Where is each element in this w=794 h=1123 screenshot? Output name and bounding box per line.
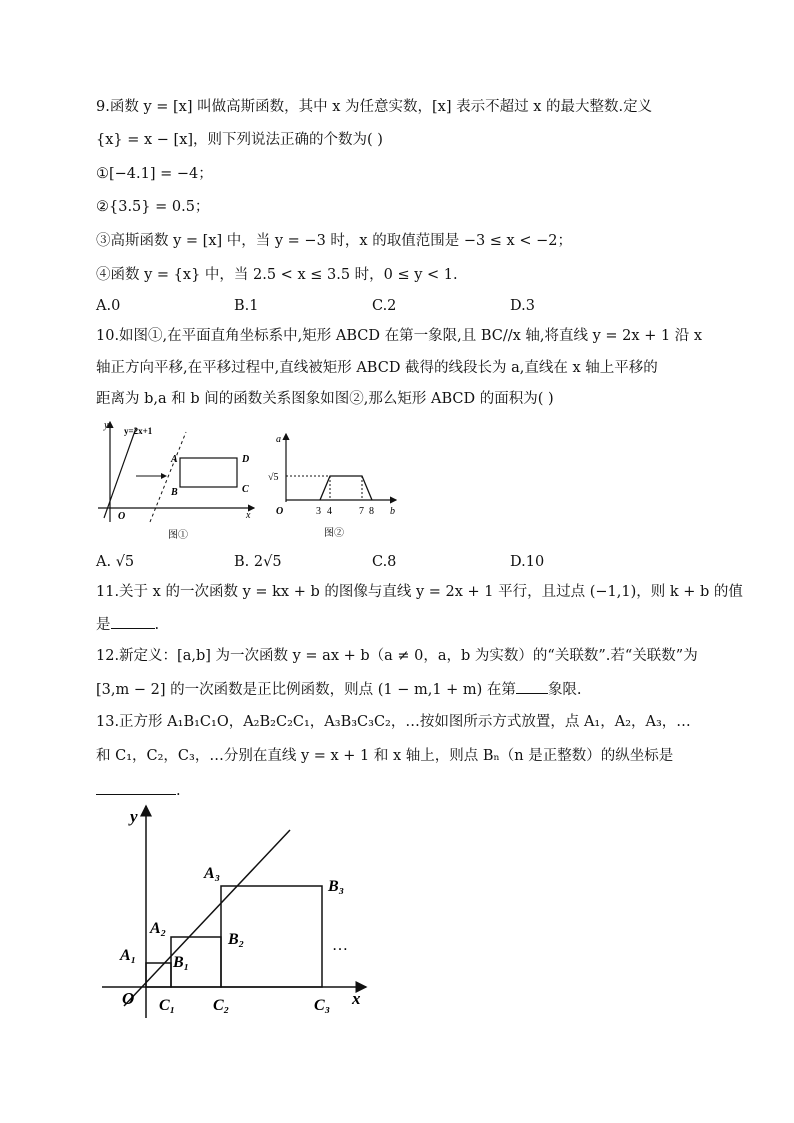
q9-statement-1: ①[−4.1] = −4； [96, 166, 213, 182]
q10-line2: 轴正方向平移,在平移过程中,直线被矩形 ABCD 截得的线段长为 a,直线在 x 轴上平移的 [96, 360, 658, 376]
fig2-tick-8: 8 [369, 506, 374, 517]
fig2-label-o: O [276, 506, 284, 517]
q11-line1: 11.关于 x 的一次函数 y = kx + b 的图像与直线 y = 2x + 1 平行，且过点 (−1,1)，则 k + b 的值 [96, 584, 743, 600]
q13-label-o: O [122, 989, 135, 1008]
q13-line3 [96, 780, 181, 801]
q11-answer-blank[interactable] [111, 614, 155, 629]
q13-ellipsis: … [332, 937, 348, 954]
q13-line [124, 830, 290, 1006]
q9-option-c: C.2 [372, 298, 397, 314]
fig1-caption: 图① [168, 530, 188, 541]
q9-option-b: B.1 [234, 298, 259, 314]
fig2-tick-7: 7 [359, 506, 364, 517]
fig1-rectangle [180, 458, 237, 487]
fig1-label-x: x [246, 510, 251, 521]
fig1-label-a: A [171, 454, 178, 465]
q13-line3-suffix: . [176, 783, 181, 799]
q13-label-x: x [352, 989, 361, 1008]
fig2-label-b: b [390, 506, 395, 517]
q13-label-b3: B₃ [328, 878, 345, 895]
q13-label-c2: C₂ [213, 997, 230, 1014]
q10-option-d: D.10 [510, 554, 545, 570]
q12-line2 [96, 679, 582, 700]
q9-statement-4: ④函数 y = {x} 中，当 2.5 < x ≤ 3.5 时，0 ≤ y < 1. [96, 267, 458, 283]
q13-label-a1: A₁ [120, 947, 137, 964]
q12-line2-prefix: [3,m − 2] 的一次函数是正比例函数，则点 (1 − m,1 + m) 在第 [96, 682, 516, 698]
q13-line1: 13.正方形 A₁B₁C₁O，A₂B₂C₂C₁，A₃B₃C₃C₂，…按如图所示方式放置，点 A₁，A₂，A₃，… [96, 714, 691, 730]
q11-line2 [96, 614, 159, 635]
q9-option-a: A.0 [96, 298, 121, 314]
q9-statement-3: ③高斯函数 y = [x] 中，当 y = −3 时，x 的取值范围是 −3 ≤ x < −2； [96, 233, 572, 249]
q10-line1: 10.如图①,在平面直角坐标系中,矩形 ABCD 在第一象限,且 BC//x 轴,将直线 y = 2x + 1 沿 x [96, 328, 703, 344]
fig2-label-a: a [276, 434, 281, 445]
fig2-label-sqrt5: √5 [268, 472, 279, 483]
fig1-line [104, 428, 136, 518]
q13-line2: 和 C₁，C₂，C₃，…分别在直线 y = x + 1 和 x 轴上，则点 Bₙ（n 是正整数）的纵坐标是 [96, 748, 674, 764]
q13-label-b1: B₁ [173, 954, 190, 971]
fig2-graph [320, 476, 372, 500]
q13-label-c1: C₁ [159, 997, 176, 1014]
q11-line2-prefix: 是 [96, 617, 111, 633]
q12-line2-suffix: 象限. [547, 682, 582, 698]
q13-label-y: y [130, 807, 138, 826]
q12-answer-blank[interactable] [516, 679, 548, 694]
q10-figure-2 [268, 430, 408, 546]
q13-label-a2: A₂ [150, 920, 167, 937]
q9-option-d: D.3 [510, 298, 535, 314]
q12-line1: 12.新定义：[a,b] 为一次函数 y = ax + b（a ≠ 0，a，b 为实数）的“关联数”.若“关联数”为 [96, 648, 698, 664]
q9-line1: 9.函数 y = [x] 叫做高斯函数，其中 x 为任意实数，[x] 表示不超过 x 的最大整数.定义 [96, 99, 653, 115]
fig1-label-c: C [242, 484, 249, 495]
q9-statement-2: ②{3.5} = 0.5； [96, 199, 210, 215]
q9-line2: {x} = x − [x]，则下列说法正确的个数为( ) [96, 132, 383, 148]
fig1-label-b: B [171, 487, 178, 498]
fig2-tick-4: 4 [327, 506, 332, 517]
q10-figure-1 [96, 418, 266, 546]
q13-square-1 [146, 963, 171, 987]
q13-label-c3: C₃ [314, 997, 331, 1014]
q10-option-b: B. 2√5 [234, 554, 282, 570]
q11-line2-suffix: . [154, 617, 160, 633]
q13-label-a3: A₃ [204, 865, 221, 882]
fig2-tick-3: 3 [316, 506, 321, 517]
q10-option-a: A. √5 [96, 554, 135, 570]
fig1-line-label: y=2x+1 [124, 426, 153, 436]
q13-answer-blank[interactable] [96, 780, 176, 795]
fig1-label-d: D [242, 454, 250, 465]
q10-line3: 距离为 b,a 和 b 间的函数关系图象如图②,那么矩形 ABCD 的面积为( ) [96, 391, 554, 407]
q13-figure [96, 800, 386, 1030]
q13-label-b2: B₂ [228, 931, 245, 948]
fig2-caption: 图② [324, 528, 344, 539]
fig1-label-y: y [104, 420, 109, 431]
q10-option-c: C.8 [372, 554, 397, 570]
fig1-label-o: O [118, 511, 126, 522]
